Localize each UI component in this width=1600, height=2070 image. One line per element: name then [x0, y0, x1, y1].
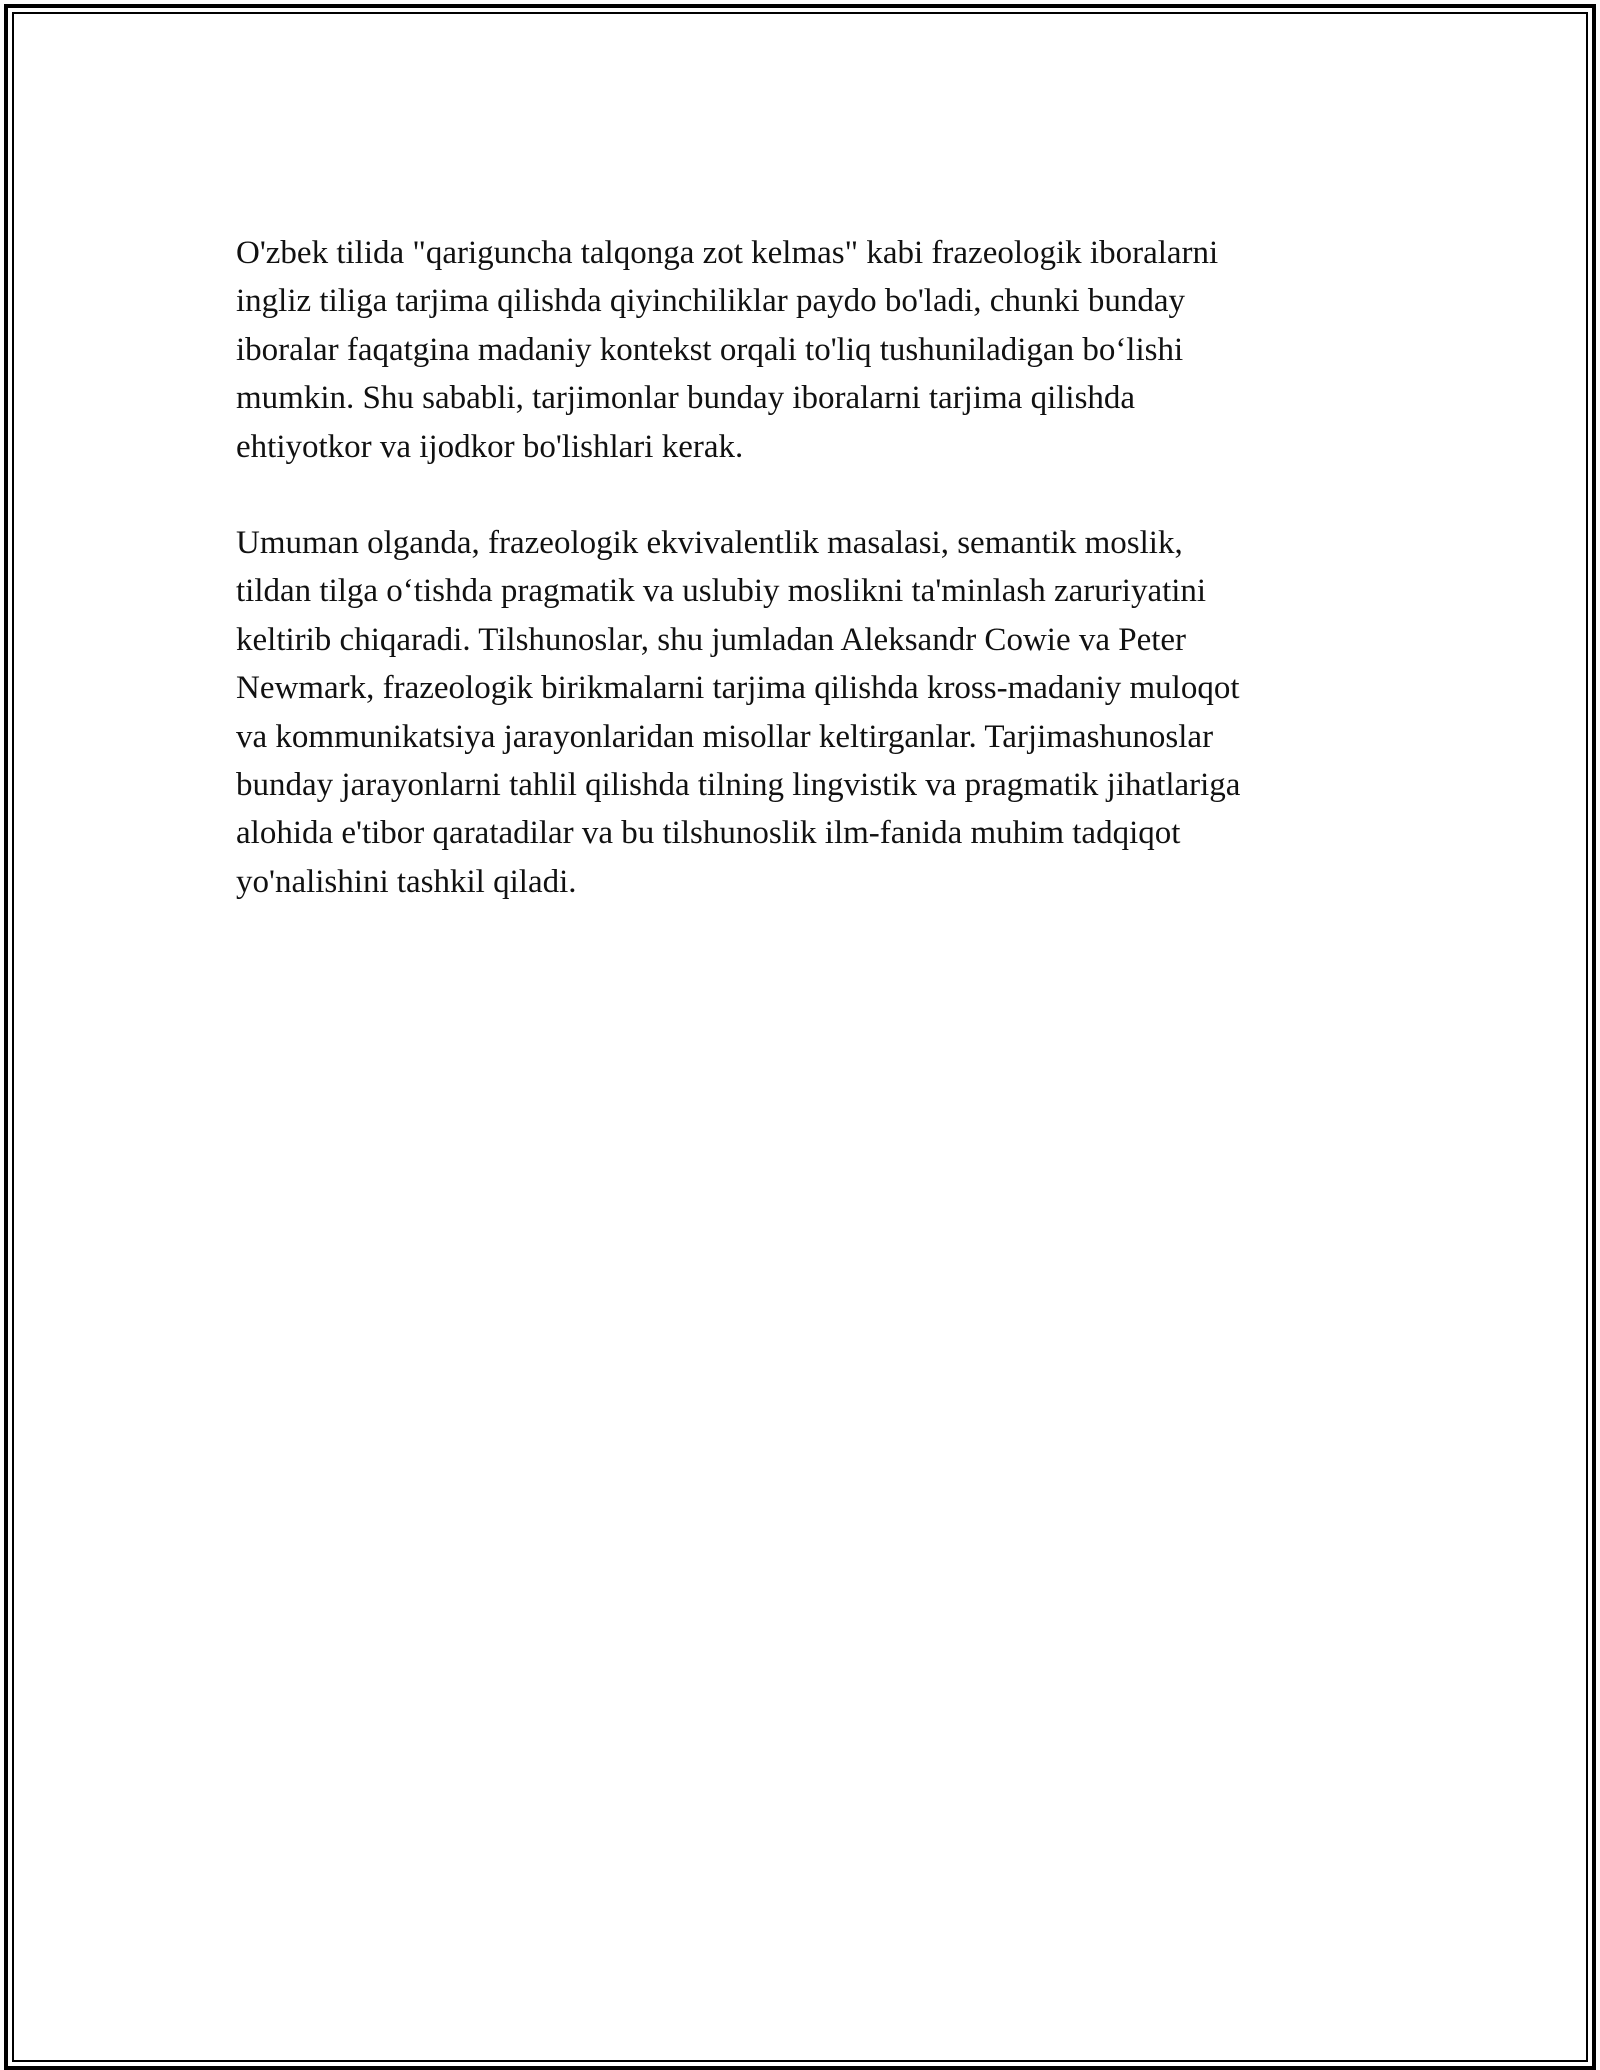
paragraph-2: Umuman olganda, frazeologik ekvivalentlik masalasi, semantik moslik, tildan tilga o‘tishda pragmatik va uslubiy moslikni ta'minlash zaruriyatini keltirib chiqaradi. Tilshunoslar, shu jumladan Aleksandr Cowie va Peter Newmark, frazeologik birikmalarni tarjima qilishda kross-madaniy muloqot va kommunikatsiya jarayonlaridan misollar keltirganlar. Tarjimashunoslar bunday jarayonlarni tahlil qilishda tilning lingvistik va pragmatik jihatlariga alohida e'tibor qaratadilar va bu tilshunoslik ilm-fanida muhim tadqiqot yo'nalishini tashkil qiladi.	[236, 525, 1241, 900]
document-body	[236, 229, 1366, 906]
paragraph-1: O'zbek tilida "qariguncha talqonga zot kelmas" kabi frazeologik iboralarni ingliz tiliga tarjima qilishda qiyinchiliklar paydo bo'ladi, chunki bunday iboralar faqatgina madaniy kontekst orqali to'liq tushuniladigan bo‘lishi mumkin. Shu sababli, tarjimonlar bunday iboralarni tarjima qilishda ehtiyotkor va ijodkor bo'lishlari kerak.	[236, 235, 1219, 465]
